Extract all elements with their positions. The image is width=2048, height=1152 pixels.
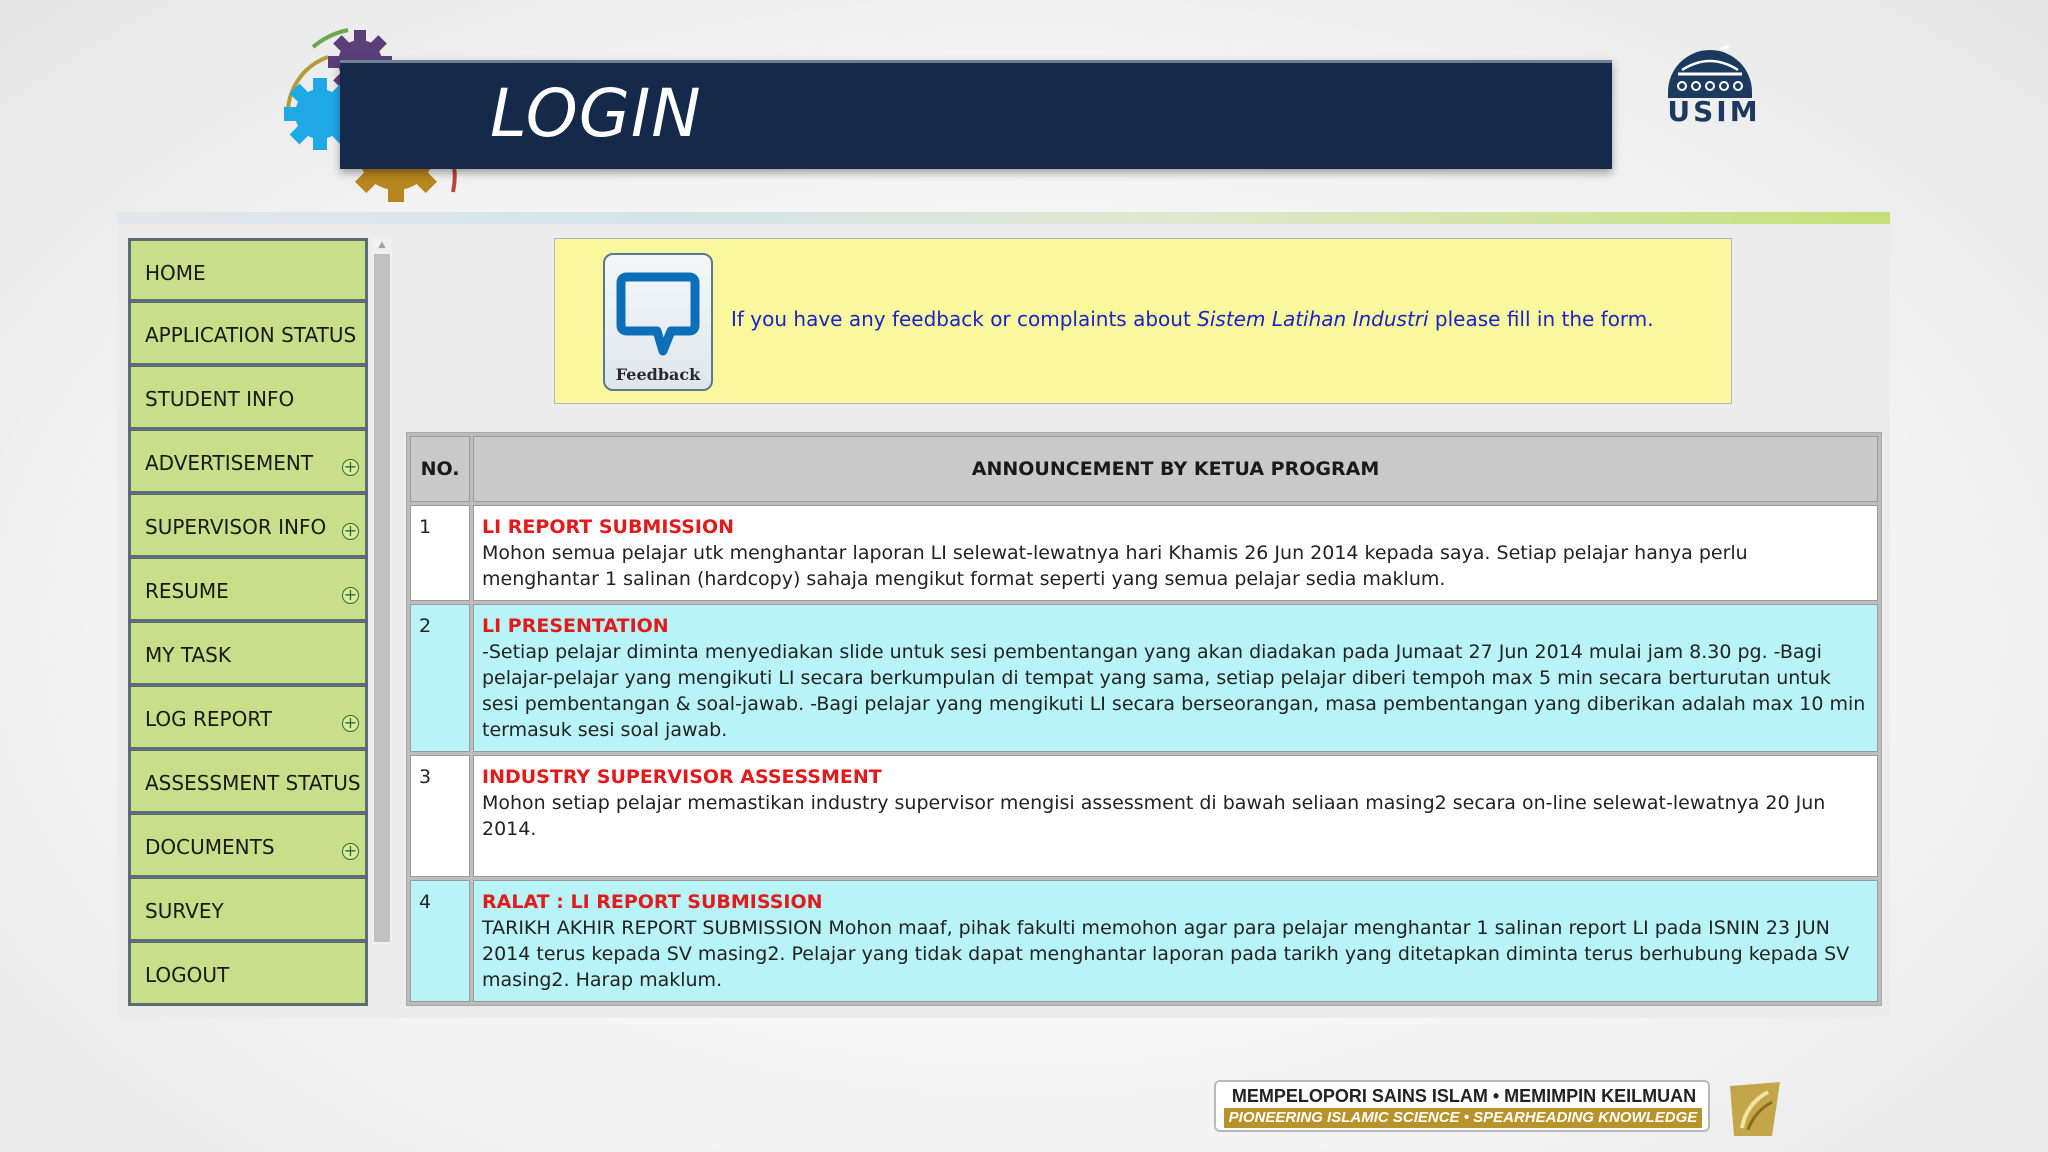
sidebar-item-label: STUDENT INFO [145,387,295,411]
sidebar-item-label: LOGOUT [145,963,230,987]
row-number: 4 [410,880,470,1002]
sidebar-item-label: ADVERTISEMENT [145,451,314,475]
plus-circle-icon[interactable]: + [343,457,358,476]
announcement-cell [473,505,1878,601]
sidebar-item-documents[interactable] [128,814,368,878]
plus-circle-icon[interactable]: + [343,521,358,540]
sidebar-item-advertisement[interactable] [128,430,368,494]
sidebar-item-label: DOCUMENTS [145,835,275,859]
table-row [410,604,1878,752]
sidebar-item-label: SURVEY [145,899,224,923]
footer-slogan-english: PIONEERING ISLAMIC SCIENCE • SPEARHEADING KNOWLEDGE [1224,1108,1702,1128]
feedback-system-name[interactable]: Sistem Latihan Industri [1197,307,1429,331]
table-header-row [410,436,1878,502]
sidebar-item-label: HOME [145,261,206,285]
footer-slogan [1214,1080,1710,1132]
table-row [410,755,1878,877]
sidebar-item-assessment-status[interactable] [128,750,368,814]
sidebar-item-supervisor-info[interactable] [128,494,368,558]
sidebar-item-label: RESUME [145,579,229,603]
row-number: 1 [410,505,470,601]
sidebar-scrollbar[interactable] [372,238,392,944]
announcement-title: LI REPORT SUBMISSION [482,516,735,538]
sidebar-item-application-status[interactable] [128,302,368,366]
announcement-body: Mohon semua pelajar utk menghantar laporan LI selewat-lewatnya hari Khamis 26 Jun 2014 kepada saya. Setiap pelajar hanya perlu menghantar 1 salinan (hardcopy) sahaja mengikut format seperti yang semua pelajar sedia maklum. [482,542,1748,590]
announcement-cell [473,755,1878,877]
plus-circle-icon[interactable]: + [343,841,358,860]
row-number: 3 [410,755,470,877]
announcement-title: LI PRESENTATION [482,615,669,637]
announcement-cell [473,880,1878,1002]
scrollbar-thumb[interactable] [374,254,390,942]
usim-logo-text: USIM [1667,95,1761,128]
sidebar-item-label: MY TASK [145,643,231,667]
announcement-title: INDUSTRY SUPERVISOR ASSESSMENT [482,766,882,788]
plus-circle-icon[interactable]: + [343,713,358,732]
panel-accent-line [117,212,1890,224]
sidebar-item-log-report[interactable] [128,686,368,750]
feedback-message [731,307,1654,331]
sidebar-item-label: LOG REPORT [145,707,273,731]
plus-circle-icon[interactable]: + [343,585,358,604]
feedback-text-after: please fill in the form. [1428,307,1654,331]
column-header-announcement: ANNOUNCEMENT BY KETUA PROGRAM [473,436,1878,502]
feedback-text-before: If you have any feedback or complaints about [731,307,1198,331]
announcement-cell [473,604,1878,752]
sidebar-item-survey[interactable] [128,878,368,942]
speech-bubble-icon [605,255,711,365]
announcement-body: TARIKH AKHIR REPORT SUBMISSION Mohon maaf, pihak fakulti memohon agar para pelajar menghantar 1 salinan report LI pada ISNIN 23 JUN 2014 terus kepada SV masing2. Pelajar yang tidak dapat menghantar laporan pada tarikh yang ditetapkan diminta terus berhubung kepada SV masing2. Harap maklum. [482,917,1850,991]
usim-emblem-icon [1724,1078,1786,1140]
title-bar [340,60,1612,169]
sidebar-item-label: APPLICATION STATUS [145,323,357,347]
page-title: LOGIN [490,75,702,152]
sidebar-item-resume[interactable] [128,558,368,622]
announcement-table [406,432,1882,1006]
scroll-up-arrow-icon[interactable]: ▲ [378,240,386,250]
sidebar-item-label: ASSESSMENT STATUS [145,771,361,795]
column-header-no: NO. [410,436,470,502]
sidebar-nav [128,238,368,1006]
sidebar-item-label: SUPERVISOR INFO [145,515,327,539]
announcement-body: -Setiap pelajar diminta menyediakan slide untuk sesi pembentangan yang akan diadakan pada Jumaat 27 Jun 2014 mulai jam 8.30 pg. -Bagi pelajar-pelajar yang mengikuti LI secara berkumpulan di tempat yang sama, setiap pelajar diberi tempoh max 5 min secara berturutan untuk sesi pembentangan & soal-jawab. -Bagi pelajar yang mengikuti LI secara berseorangan, masa pembentangan yang diberikan adalah max 10 min termasuk sesi soal jawab. [482,641,1866,741]
sidebar-item-student-info[interactable] [128,366,368,430]
feedback-banner [554,238,1732,404]
announcement-body: Mohon setiap pelajar memastikan industry supervisor mengisi assessment di bawah seliaan masing2 secara on-line selewat-lewatnya 20 Jun 2014. [482,792,1826,840]
feedback-button[interactable] [603,253,713,391]
sidebar-item-home[interactable] [128,238,368,302]
table-row [410,880,1878,1002]
sidebar-item-my-task[interactable] [128,622,368,686]
announcement-title: RALAT : LI REPORT SUBMISSION [482,891,823,913]
feedback-icon-label: Feedback [615,365,701,384]
footer-slogan-malay: MEMPELOPORI SAINS ISLAM • MEMIMPIN KEILMUAN [1231,1086,1697,1106]
sidebar-item-logout[interactable] [128,942,368,1006]
row-number: 2 [410,604,470,752]
table-row [410,505,1878,601]
